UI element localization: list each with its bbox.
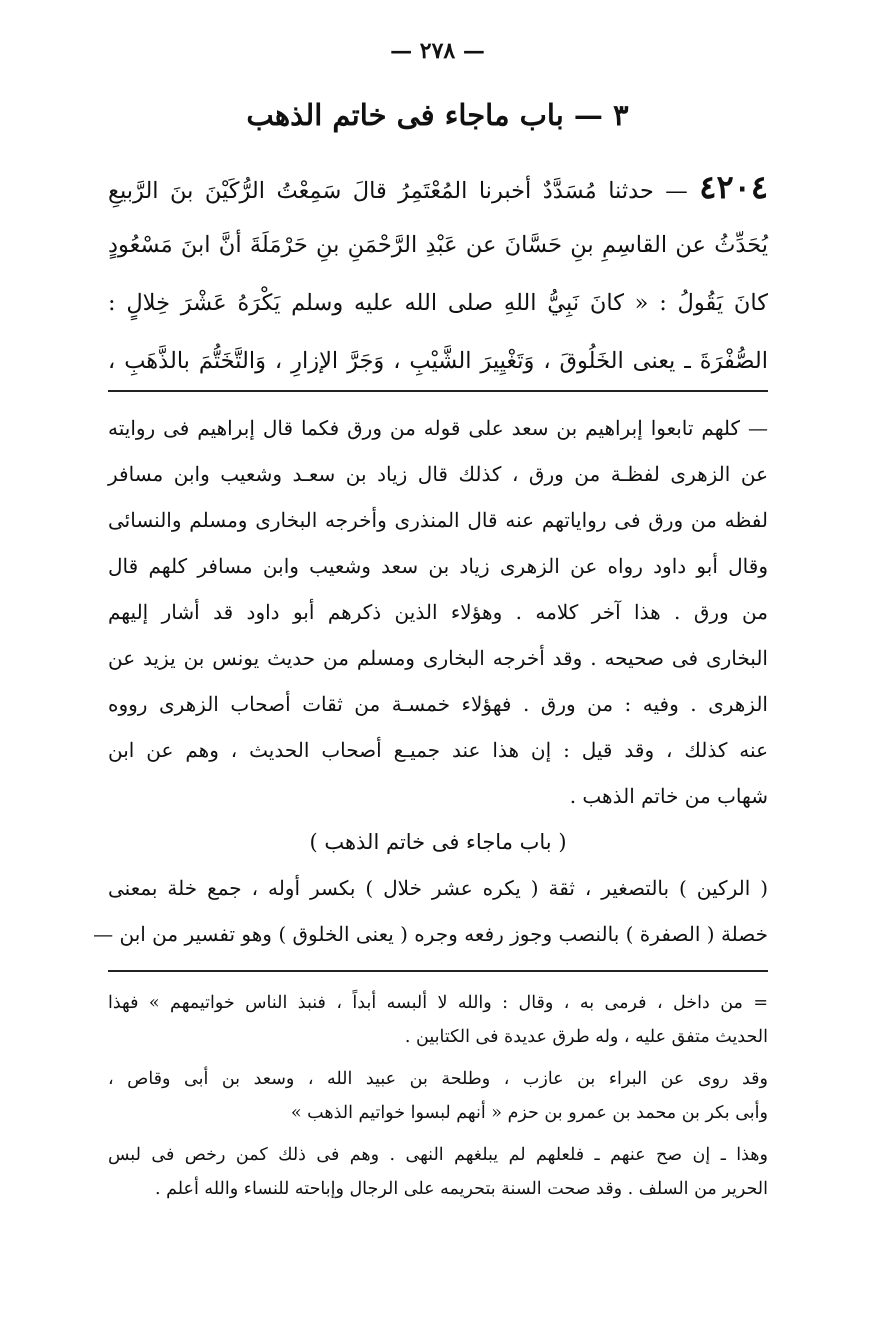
hadith-line-4: الصُّفْرَةَ ـ يعنى الخَلُوقَ ، وَتَغْيِيرَ الشَّيْبِ ، وَجَرَّ الإزارِ ، وَالتَّخَتُّمَ بالذَّهَبِ ، xyxy=(108,348,768,374)
page-number: — ٢٧٨ — xyxy=(390,38,485,64)
commentary-line: وقال أبو داود رواه عن الزهرى زياد بن سعد وشعيب وابن مسافر كلهم قال xyxy=(108,554,768,578)
footnote-line: = من داخل ، فرمى به ، وقال : والله لا ألبسه أبداً ، فنبذ الناس خواتيمهم » فهذا xyxy=(108,993,768,1013)
footnote-line: الحرير من السلف . وقد صحت السنة بتحريمه على الرجال وإباحته للنساء والله أعلم . xyxy=(154,1179,768,1199)
commentary-line: عنه كذلك ، وقد قيل : إن هذا عند جميـع أصحاب الحديث ، وهم عن ابن xyxy=(108,738,768,762)
footnotes xyxy=(108,986,768,1206)
commentary-line: البخارى فى صحيحه . وقد أخرجه البخارى ومسلم من حديث يونس بن يزيد عن xyxy=(108,646,768,670)
commentary-sub-heading: ( باب ماجاء فى خاتم الذهب ) xyxy=(309,830,567,854)
chapter-title: ٣ — باب ماجاء فى خاتم الذهب xyxy=(246,98,629,132)
commentary-line: الزهرى . وفيه : من ورق . فهؤلاء خمسـة من ثقات أصحاب الزهرى رووه xyxy=(108,692,768,716)
footnote-line: وهذا ـ إن صح عنهم ـ فلعلهم لم يبلغهم النهى . وهم فى ذلك كمن رخص فى لبس xyxy=(108,1145,768,1165)
hadith-text xyxy=(108,158,768,390)
commentary-line: عن الزهرى لفظـة من ورق ، كذلك قال زياد بن سعـد وشعيب وابن مسافر xyxy=(108,462,768,486)
commentary-line: — كلهم تابعوا إبراهيم بن سعد على قوله من ورق فكما قال إبراهيم فى روايته xyxy=(108,416,768,440)
commentary-line: خصلة ( الصفرة ) بالنصب وجوز رفعه وجره ( يعنى الخلوق ) وهو تفسير من ابن — xyxy=(93,922,768,946)
hadith-line-1: ٤٢٠٤ — حدثنا مُسَدَّدٌ أخبرنا المُعْتَمِرُ قالَ سَمِعْتُ الرُّكَيْنَ بنَ الرَّبيعِ xyxy=(108,168,768,206)
footnote-line: وأبى بكر بن محمد بن عمرو بن حزم « أنهم لبسوا خواتيم الذهب » xyxy=(290,1103,768,1123)
commentary-line: لفظه من ورق فى رواياتهم عنه قال المنذرى وأخرجه البخارى ومسلم والنسائى xyxy=(108,508,768,532)
commentary-line: من ورق . هذا آخر كلامه . وهؤلاء الذين ذكرهم أبو داود قد أشار إليهم xyxy=(108,600,768,624)
hadith-line-2: يُحَدِّثُ عن القاسِمِ بنِ حَسَّانَ عن عَبْدِ الرَّحْمَنِ بنِ حَرْمَلَةَ أنَّ ابنَ مَسْعُودٍ xyxy=(108,232,768,258)
hadith-number: ٤٢٠٤ xyxy=(699,168,768,206)
footnote-divider xyxy=(108,970,768,972)
footnote-line: وقد روى عن البراء بن عازب ، وطلحة بن عبيد الله ، وسعد بن أبى وقاص ، xyxy=(108,1069,768,1089)
hadith-divider xyxy=(108,390,768,392)
footnote-line: الحديث متفق عليه ، وله طرق عديدة فى الكتابين . xyxy=(404,1027,768,1047)
commentary-line: ( الركين ) بالتصغير ، ثقة ( يكره عشر خلال ) بكسر أوله ، جمع خلة بمعنى xyxy=(108,876,768,900)
hadith-line-3: كانَ يَقُولُ : « كانَ نَبِيُّ اللهِ صلى الله عليه وسلم يَكْرَهُ عَشْرَ خِلالٍ : xyxy=(108,290,768,316)
commentary-line: شهاب من خاتم الذهب . xyxy=(569,784,768,808)
commentary-text xyxy=(93,405,768,957)
